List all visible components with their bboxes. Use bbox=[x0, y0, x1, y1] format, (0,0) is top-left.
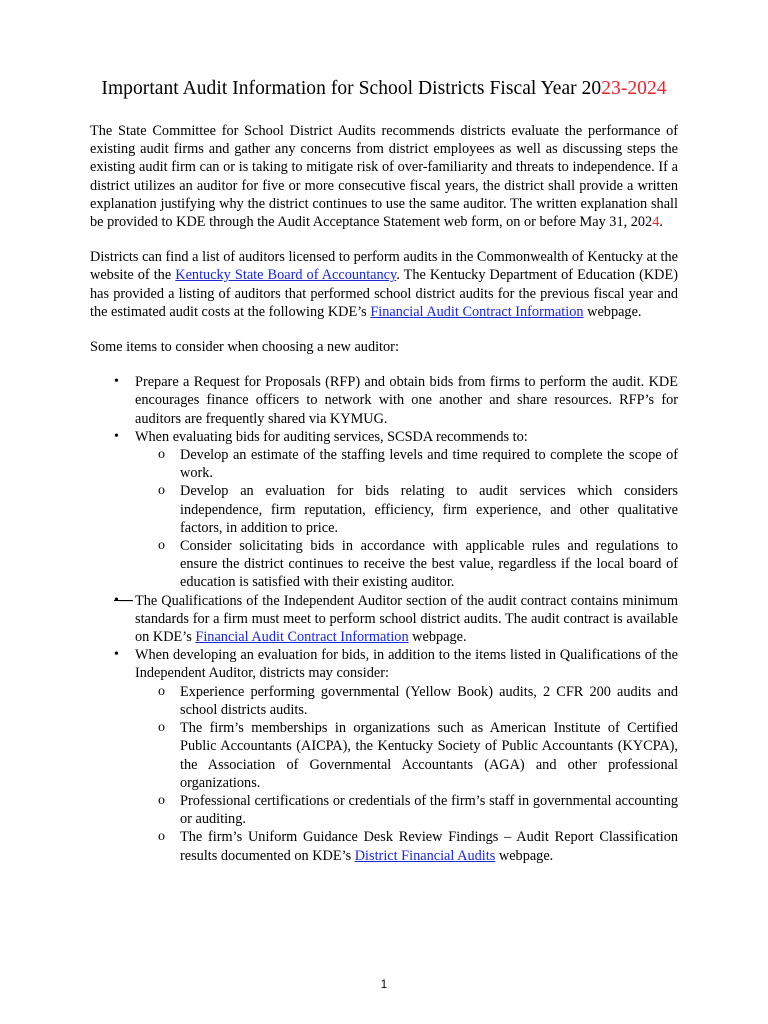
sub-list-item-text: Experience performing governmental (Yellow Book) audits, 2 CFR 200 audits and school districts audits. bbox=[180, 683, 678, 718]
bullet-glyph: • bbox=[114, 592, 119, 608]
paragraph-audit-committee bbox=[90, 122, 678, 231]
paragraph-text: The State Committee for School District Audits recommends districts evaluate the performance of existing audit firms and gather any concerns from district employees as well as discussing steps the existing audit firm can or is taking to mitigate risk of over-familiarity and threats to independence. If a district utilizes an auditor for five or more consecutive fiscal years, the district shall provide a written explanation justifying why the district continues to use the same auditor. The written explanation shall be provided to KDE through the Audit Acceptance Statement web form, on or before May 31, 202 bbox=[90, 123, 678, 231]
list-item bbox=[90, 592, 678, 647]
sub-bullet-icon: o bbox=[158, 483, 165, 499]
page-number: 1 bbox=[380, 979, 388, 991]
sub-bullet-icon: o bbox=[158, 792, 165, 808]
dash-glyph: — bbox=[118, 592, 133, 608]
sub-bullet-list bbox=[135, 683, 678, 865]
paragraph-text: webpage. bbox=[583, 303, 642, 320]
bullet-icon bbox=[114, 592, 133, 610]
list-item bbox=[90, 373, 678, 428]
sub-list-item-text: webpage. bbox=[495, 847, 554, 864]
sub-list-item-text: The firm’s memberships in organizations such as American Institute of Certified Public Accountants (AICPA), the Kentucky Society of Public Accountants (KYCPA), the Association of Governmental Accountants (AGA) and other professional organizations. bbox=[180, 720, 678, 791]
list-item-text: When evaluating bids for auditing services, SCSDA recommends to: bbox=[135, 428, 528, 445]
title-year-highlight: 23-2024 bbox=[601, 78, 667, 99]
sub-list-item-text: The firm’s Uniform Guidance Desk Review Findings – Audit Report Classification results documented on KDE’s bbox=[180, 829, 678, 864]
sub-list-item-text: Professional certifications or credentials of the firm’s staff in governmental accounting or auditing. bbox=[180, 792, 678, 828]
kentucky-board-link[interactable]: Kentucky State Board of Accountancy bbox=[175, 267, 397, 284]
paragraph-auditor-list bbox=[90, 248, 678, 321]
bullet-icon: • bbox=[114, 374, 119, 390]
sub-bullet-icon: o bbox=[158, 720, 165, 736]
list-item-text: The Qualifications of the Independent Auditor section of the audit contract contains minimum standards for a firm must meet to perform school district audits. The audit contract is available on KDE’s bbox=[135, 592, 678, 646]
district-financial-audits-link[interactable]: District Financial Audits bbox=[354, 847, 496, 864]
sub-bullet-icon: o bbox=[158, 447, 165, 463]
financial-audit-contract-link[interactable]: Financial Audit Contract Information bbox=[195, 629, 409, 646]
page-title bbox=[90, 78, 678, 100]
document-page bbox=[90, 78, 678, 865]
sub-list-item bbox=[135, 683, 678, 719]
sub-list-item bbox=[135, 828, 678, 864]
list-item bbox=[90, 428, 678, 592]
bullet-icon: • bbox=[114, 647, 119, 663]
title-text: Important Audit Information for School Districts Fiscal Year 20 bbox=[101, 78, 602, 99]
sub-list-item bbox=[135, 792, 678, 828]
sub-list-item bbox=[135, 482, 678, 537]
list-item bbox=[90, 646, 678, 864]
bullet-icon: • bbox=[114, 428, 119, 444]
list-item-text: Prepare a Request for Proposals (RFP) and obtain bids from firms to perform the audit. KDE encourages finance officers to network with one another and share resources. RFP’s for auditors are frequently shared via KYMUG. bbox=[135, 374, 678, 427]
paragraph-text: Districts can find a list of auditors licensed to perform audits in the Commonwealth of Kentucky at the website of the bbox=[90, 249, 678, 284]
paragraph-text: . The Kentucky Department of Education (KDE) has provided a listing of auditors that performed school district audits for the previous fiscal year and the estimated audit costs at the following KDE’s bbox=[90, 267, 678, 320]
sub-list-item bbox=[135, 537, 678, 592]
sub-bullet-list bbox=[135, 446, 678, 592]
paragraph-end: . bbox=[659, 214, 663, 231]
sub-bullet-icon: o bbox=[158, 683, 165, 699]
sub-list-item-text: Consider solicitating bids in accordance with applicable rules and regulations to ensure the district continues to receive the best value, regardless if the local board of education is satisfied with their existing auditor. bbox=[180, 538, 678, 591]
financial-audit-contract-link[interactable]: Financial Audit Contract Information bbox=[370, 303, 584, 320]
sub-bullet-icon: o bbox=[158, 829, 165, 845]
sub-list-item bbox=[135, 719, 678, 792]
sub-bullet-icon: o bbox=[158, 538, 165, 554]
sub-list-item-text: Develop an estimate of the staffing levels and time required to complete the scope of work. bbox=[180, 447, 678, 482]
list-item-text: When developing an evaluation for bids, in addition to the items listed in Qualifications of the Independent Auditor, districts may consider: bbox=[135, 647, 678, 682]
paragraph-items-intro: Some items to consider when choosing a new auditor: bbox=[90, 339, 399, 356]
year-highlight: 4 bbox=[652, 214, 660, 231]
sub-list-item-text: Develop an evaluation for bids relating to audit services which considers independence, firm reputation, efficiency, firm experience, and other qualitative factors, in addition to price. bbox=[180, 483, 678, 536]
list-item-text: webpage. bbox=[408, 629, 467, 646]
bullet-list bbox=[90, 373, 678, 864]
sub-list-item bbox=[135, 446, 678, 482]
